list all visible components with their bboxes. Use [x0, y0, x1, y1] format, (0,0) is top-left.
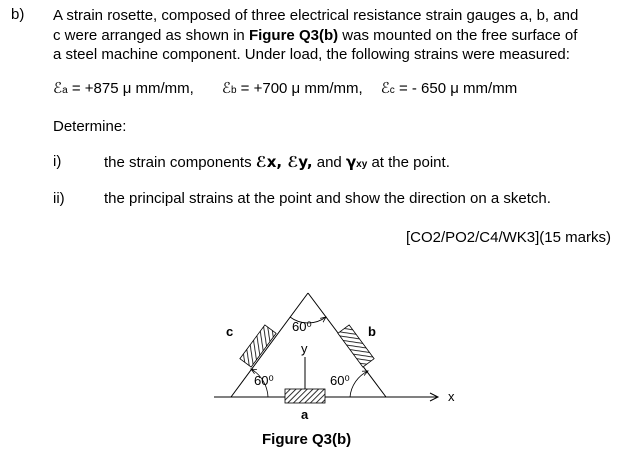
determine-heading: Determine: — [53, 118, 127, 135]
gauge-a — [285, 389, 325, 403]
strain-a-symbol: ℰ — [53, 79, 63, 97]
item-1-prefix: the strain components — [104, 154, 256, 171]
strain-b-symbol: ℰ — [221, 79, 231, 97]
strain-y-symbol: ℰy, — [282, 153, 313, 171]
strain-c-sub: c — [389, 85, 395, 96]
paragraph-line-2-prefix: c were arranged as shown in — [53, 26, 249, 44]
gauge-c-label: c — [226, 324, 234, 339]
angle-right-label: 60⁰ — [330, 373, 350, 388]
strain-a-value: = +875 μ mm/mm, — [67, 80, 194, 97]
marks-allocation: [CO2/PO2/C4/WK3](15 marks) — [405, 229, 611, 246]
axis-x-label: x — [448, 389, 455, 404]
item-1-and: and — [312, 154, 346, 171]
strain-b-value: = +700 μ mm/mm, — [236, 80, 363, 97]
paragraph-line-1-text: A strain rosette, composed of three electrical resistance strain gauges a, b, and — [53, 7, 579, 24]
strain-x-symbol: ℰx, — [255, 153, 283, 171]
shear-strain-symbol: γ — [345, 153, 357, 171]
item-2-label: ii) — [53, 190, 65, 207]
strain-c-value: = - 650 μ mm/mm — [394, 80, 518, 97]
question-label: b) — [11, 6, 25, 23]
gauge-a-label: a — [301, 407, 309, 422]
axis-y-label: y — [301, 341, 308, 356]
item-2-text: the principal strains at the point and show the direction on a sketch. — [104, 190, 551, 207]
gauge-b-label: b — [368, 324, 376, 339]
strain-b-sub: b — [230, 85, 237, 96]
paragraph-line-3-text: a steel machine component. Under load, the following strains were measured: — [53, 46, 570, 63]
item-1-label: i) — [53, 153, 62, 170]
strain-c-symbol: ℰ — [380, 79, 390, 97]
angle-left-label: 60⁰ — [254, 373, 274, 388]
item-1-suffix: at the point. — [367, 154, 450, 171]
angle-top-label: 60⁰ — [292, 319, 312, 334]
strain-a-sub: a — [62, 85, 68, 96]
shear-strain-sub: xy — [356, 159, 368, 170]
angle-arc-right — [350, 371, 368, 397]
figure-caption: Figure Q3(b) — [262, 431, 352, 448]
figure-reference: Figure Q3(b) — [248, 26, 339, 44]
paragraph-line-2-suffix: was mounted on the free surface of — [338, 26, 578, 44]
